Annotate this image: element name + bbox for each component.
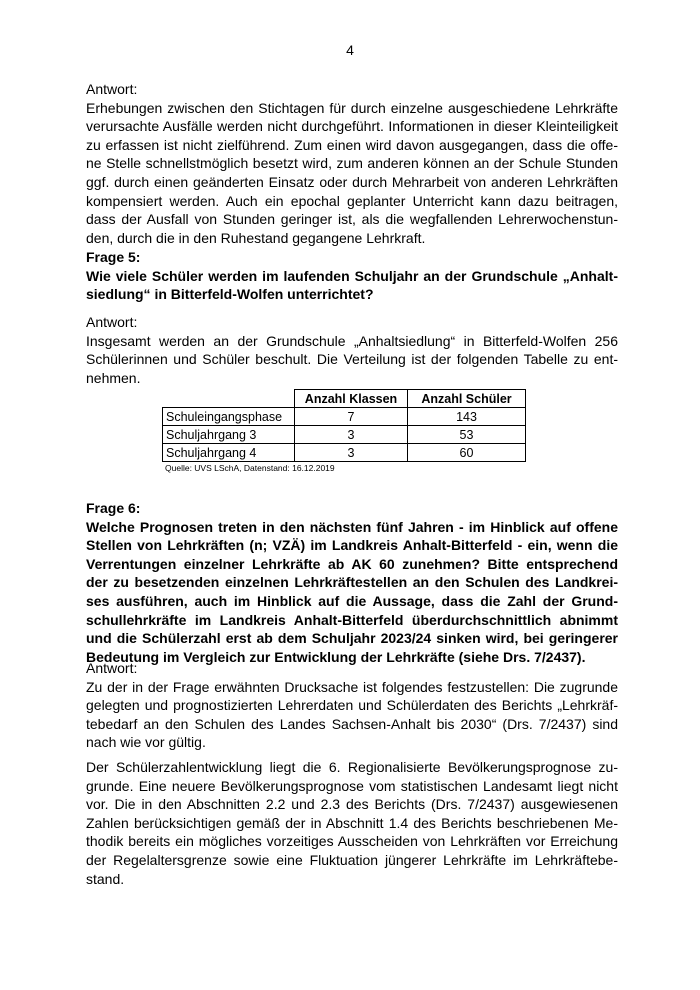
text-line: Der Schülerzahlentwicklung liegt die 6. Regionalisierte Bevölkerungsprognose zu- (86, 759, 618, 775)
row-label: Schuljahrgang 3 (163, 426, 295, 444)
text-line: und die Schülerzahl erst ab dem Schuljahr 2023/24 sinken wird, bei geringerer (86, 630, 618, 647)
frage-6-block (86, 499, 618, 666)
text-line: schullehrkräfte im Landkreis Anhalt-Bitterfeld überdurchschnittlich abnimmt (86, 611, 618, 628)
text-line: der Regelaltersgrenze sowie eine Fluktuation jüngerer Lehrkräfte im Lehrkräftebe- (86, 851, 618, 868)
cell-klassen: 3 (295, 444, 408, 462)
cell-schueler: 143 (408, 408, 526, 426)
frage-5-label: Frage 5: (86, 249, 141, 265)
frage-6-question (86, 518, 618, 667)
text-line: der zu besetzenden einzelnen Lehrkräftestellen an den Schulen des Landkrei- (86, 574, 618, 591)
text-line: ne Stelle schnellstmöglich besetzt wird, zum anderen können an der Schule Stunden (86, 155, 618, 172)
table-row (163, 426, 526, 444)
text-line: Verrentungen einzelner Lehrkräfte ab AK 60 zunehmen? Bitte entsprechend (86, 555, 618, 572)
answer-5-text (86, 332, 618, 388)
text-line: nach wie vor gültig. (86, 734, 206, 751)
text-line: ggf. durch einen geänderten Einsatz oder durch Mehrarbeit von anderen Lehrkräften (86, 173, 618, 190)
answer-4-block (86, 80, 618, 247)
text-line: thodik bereits ein mögliches vorzeitiges Ausscheiden von Lehrkräften vor Erreichung (86, 833, 618, 850)
text-line: stand. (86, 870, 125, 887)
text-line: dass der Ausfall von Stunden geringer ist, als die wegfallenden Lehrerwochenstun- (86, 211, 618, 228)
text-line: Zahlen berücksichtigen gemäß der in Abschnitt 1.4 des Berichts beschriebenen Me- (86, 814, 618, 831)
row-label: Schuleingangsphase (163, 408, 295, 426)
answer-6-text-2 (86, 758, 618, 888)
text-line: Erhebungen zwischen den Stichtagen für durch einzelne ausgeschiedene Lehrkräfte (86, 99, 618, 116)
text-line: Insgesamt werden an der Grundschule „Anhaltsiedlung“ in Bitterfeld-Wolfen 256 (86, 332, 618, 349)
text-line: Welche Prognosen treten in den nächsten fünf Jahren - im Hinblick auf offene (86, 518, 618, 535)
answer-label: Antwort: (86, 660, 138, 676)
text-line: nehmen. (86, 369, 141, 386)
text-line: zu erfassen ist nicht zielführend. Zum einen wird davon ausgegangen, dass die offe- (86, 136, 618, 153)
text-line: Schülerinnen und Schüler beschult. Die Verteilung ist der folgenden Tabelle zu ent- (86, 351, 618, 368)
cell-schueler: 53 (408, 426, 526, 444)
text-line: grunde. Eine neuere Bevölkerungsprognose vom statistischen Landesamt liegt nicht (86, 777, 618, 794)
header-anzahl-schueler: Anzahl Schüler (408, 390, 526, 408)
cell-klassen: 3 (295, 426, 408, 444)
answer-label: Antwort: (86, 81, 138, 97)
cell-klassen: 7 (295, 408, 408, 426)
table-header-row (163, 390, 526, 408)
row-label: Schuljahrgang 4 (163, 444, 295, 462)
answer-4-text (86, 99, 618, 248)
header-anzahl-klassen: Anzahl Klassen (295, 390, 408, 408)
text-line: ses ausführen, auch im Hinblick auf die Aussage, dass die Zahl der Grund- (86, 592, 618, 609)
table-corner-cell (163, 390, 295, 408)
text-line: verursachte Ausfälle werden nicht durchgeführt. Informationen in dieser Kleinteiligkeit (86, 118, 618, 135)
frage-5-question (86, 267, 618, 304)
text-line: gelegten und prognostizierten Lehrerdaten und Schülerdaten des Berichts „Lehrkräf- (86, 697, 618, 714)
cell-schueler: 60 (408, 444, 526, 462)
text-line: Bedeutung im Vergleich zur Entwicklung der Lehrkräfte (siehe Drs. 7/2437). (86, 648, 586, 665)
text-line: Stellen von Lehrkräften (n; VZÄ) im Landkreis Anhalt-Bitterfeld - ein, wenn die (86, 537, 618, 554)
answer-6-paragraph-2 (86, 758, 618, 888)
text-line: siedlung“ in Bitterfeld-Wolfen unterrichtet? (86, 286, 374, 303)
text-line: vor. Die in den Abschnitten 2.2 und 2.3 des Berichts (Drs. 7/2437) ausgewiesenen (86, 796, 618, 813)
text-line: den, durch die in den Ruhestand gegangene Lehrkraft. (86, 229, 426, 246)
frage-6-label: Frage 6: (86, 500, 141, 516)
answer-6-block (86, 659, 618, 752)
table-row (163, 408, 526, 426)
table-row (163, 444, 526, 462)
answer-label: Antwort: (86, 314, 138, 330)
text-line: kompensiert werden. Auch ein epochal geplanter Unterricht kann dazu beitragen, (86, 192, 618, 209)
frage-5-block (86, 248, 618, 304)
answer-5-block (86, 313, 618, 387)
text-line: Wie viele Schüler werden im laufenden Schuljahr an der Grundschule „Anhalt- (86, 267, 618, 284)
text-line: tebedarf an den Schulen des Landes Sachsen-Anhalt bis 2030“ (Drs. 7/2437) sind (86, 715, 618, 732)
pupil-distribution-table (162, 389, 526, 462)
table-source-note: Quelle: UVS LSchA, Datenstand: 16.12.2019 (165, 463, 335, 473)
page-number: 4 (346, 42, 354, 58)
text-line: Zu der in der Frage erwähnten Drucksache ist folgendes festzustellen: Die zugrunde (86, 678, 618, 695)
answer-6-text (86, 678, 618, 752)
